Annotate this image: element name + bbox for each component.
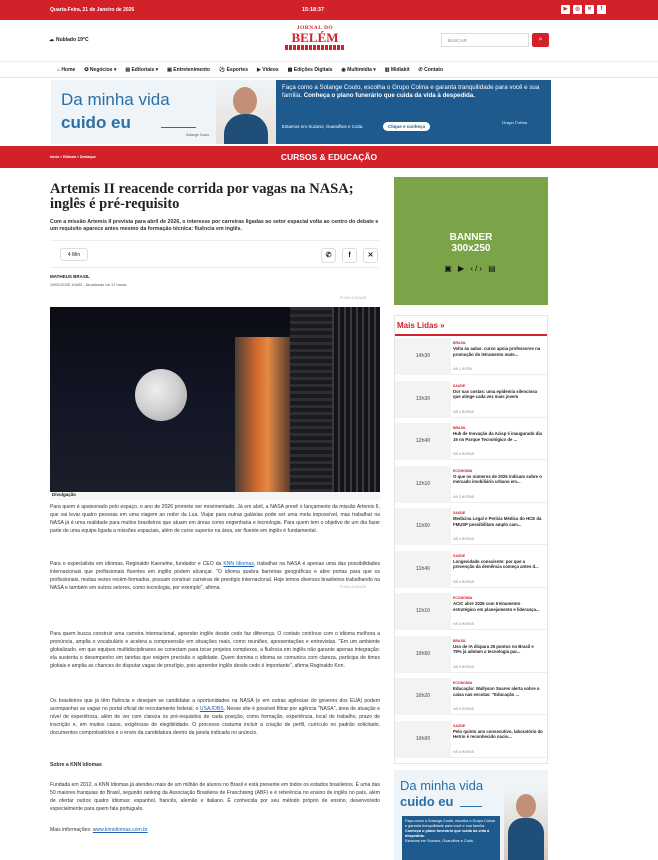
mais-lidas-item[interactable] (395, 508, 547, 545)
item-category: ECONOMIA (453, 468, 473, 473)
media-icons: ▣ ▶ ‹/› ▤ (444, 264, 498, 273)
nav-edicoes[interactable]: ▦ Edições Digitais (287, 66, 333, 73)
cloud-icon: ☁ (49, 37, 54, 43)
item-title[interactable]: Pelo quinto ano consecutivo, laboratório do Hetrin é reconhecido nacio... (453, 728, 543, 739)
ad-signature: Solange Couto (186, 133, 210, 137)
item-age: HÁ 5 HORAS (453, 707, 475, 711)
article-paragraph-6: Mais informações: www.knnidiomas.com.br (50, 827, 148, 833)
top-bar (0, 0, 658, 20)
item-title[interactable]: Longevidade consciente: por que a prevenção da demência começa antes d... (453, 558, 539, 569)
item-category: BRASIL (453, 426, 467, 430)
side-ad-headline-2: cuido eu (400, 794, 454, 809)
item-title[interactable]: Hub de Inovação da Acisp é inaugurado dia 19 no Parque Tecnológico de ... (453, 431, 542, 442)
item-title[interactable]: Dor nas costas: uma epidemia silenciosa que atinge cada vez mais jovem (453, 388, 538, 399)
current-date: Quarta-Feira, 21 de Janeiro de 2026 (50, 7, 135, 13)
item-age: HÁ 4 HORAS (453, 537, 475, 541)
moon-image (135, 369, 187, 421)
item-category: BRASIL (453, 341, 467, 345)
ad-text: Faça como a Solange Couto, escolha o Grupo Colina e garanta tranquilidade para você e sua família. Conheça o plano funerário que cuida da vida à despedida. (282, 84, 540, 99)
breadcrumb[interactable]: Início » Editoria » Destaque (50, 155, 96, 159)
article-date: 19/01/2026 10h53 - Atualizado há 17 horas (50, 282, 127, 287)
item-category: ECONOMIA (453, 681, 473, 685)
item-age: HÁ 5 HORAS (453, 749, 475, 754)
nav-esportes[interactable]: ⚽ Esportes (218, 66, 248, 73)
nav-entretenimento[interactable]: ▣ Entretenimento (167, 66, 210, 73)
item-category: ECONOMIA (453, 596, 473, 600)
item-time: 11h40 (395, 551, 451, 588)
whatsapp-share-icon[interactable]: ✆ (321, 248, 336, 263)
search-icon: ⌕ (538, 36, 543, 43)
item-time: 12h10 (395, 466, 451, 503)
ad-left-panel (51, 80, 226, 144)
nav-home[interactable]: ⌂ Home (57, 66, 76, 73)
nav-editoriais[interactable]: ▤ Editoriais ▾ (125, 66, 159, 73)
article-title: Artemis II reacende corrida por vagas na NASA; inglês é pré-requisito (50, 181, 354, 212)
rocket-image (235, 337, 290, 492)
mais-lidas-item[interactable] (395, 423, 547, 460)
about-heading: Sobre a KNN Idiomas (50, 762, 102, 768)
ad-brand-logo: Grupo Colina (502, 120, 528, 125)
item-category: SAÚDE (453, 383, 466, 388)
article-meta-row (50, 240, 380, 268)
current-time: 15:18:37 (302, 7, 325, 13)
mais-lidas-item[interactable] (395, 721, 547, 758)
item-title[interactable]: ACIC abre 2026 com treinamento estratégico em planejamento e liderança... (453, 601, 540, 612)
ad-locations: Estamos em Suzano, Guarulhos e Cotia. (282, 124, 364, 129)
site-header (0, 20, 658, 62)
mais-lidas-header[interactable]: Mais Lidas » (395, 316, 547, 336)
item-time: 13h30 (395, 381, 451, 418)
launch-tower-detail (332, 307, 380, 492)
article-photo (50, 307, 380, 492)
item-title[interactable]: O que os números de 2025 indicam sobre o mercado imobiliário urbano em... (453, 473, 542, 484)
instagram-icon[interactable]: ◎ (573, 5, 582, 14)
x-share-icon[interactable]: ✕ (363, 248, 378, 263)
ad-headline-2: cuido eu (61, 113, 131, 132)
item-category: SAÚDE (453, 723, 466, 728)
article-author[interactable]: MATHEUS BRASIL (50, 274, 90, 279)
social-links (561, 5, 606, 14)
ad-underline (161, 127, 196, 128)
facebook-icon[interactable]: f (597, 5, 606, 14)
mais-lidas-item[interactable] (395, 593, 547, 630)
mais-lidas-item[interactable] (395, 636, 547, 673)
nav-midiakit[interactable]: ▥ Midiakit (384, 66, 410, 73)
item-time: 10h20 (395, 678, 451, 715)
side-ad-person-image (504, 788, 548, 860)
weather-text: Nublado 19°C (56, 37, 89, 43)
side-ad-headline-1: Da minha vida (400, 778, 484, 793)
knn-link[interactable]: KNN Idiomas (223, 561, 254, 567)
usajobs-link[interactable]: USAJOBS (199, 706, 224, 712)
mais-lidas-item[interactable] (395, 678, 547, 715)
nav-videos[interactable]: ▶ Vídeos (257, 66, 279, 73)
item-time: 12h40 (395, 423, 451, 460)
twitter-icon[interactable]: ✕ (585, 5, 594, 14)
article-subtitle: Com a missão Artemis II prevista para abril de 2026, o interesse por carreiras ligadas ao setor espacial volta ao centro do debate e um requisito aparece antes mesmo da formação técnica: fluência em inglês. (50, 219, 379, 232)
site-logo[interactable] (285, 25, 345, 55)
ad-person-image (216, 80, 276, 144)
knn-site-link[interactable]: www.knnidiomas.com.br (92, 827, 148, 833)
item-time: 14h30 (395, 338, 451, 375)
nav-negocios[interactable]: ✪ Negócios ▾ (84, 66, 117, 73)
section-bar (0, 146, 658, 168)
banner-label: BANNER (449, 232, 493, 243)
logo-top-text: JORNAL DO (296, 25, 334, 31)
main-nav (0, 62, 658, 78)
nav-multimidia[interactable]: ◉ Multimídia ▾ (341, 66, 376, 73)
mais-lidas-item[interactable] (395, 338, 547, 375)
article-paragraph-4: Os brasileiros que já têm fluência e desejam se candidatar a oportunidades na NASA (e em outras agências do governo dos EUA) podem acompanhar as vagas no portal oficial de recrutamento federal, o USAJOBS. Nesse site é possível filtrar por agência "NASA", área de atuação e nível de experiência, além de ver com clareza os pré-requisitos de cada posição, como formação, experiência, local de trabalho, prazo de inscrição e, em muitos casos, exigências de elegibilidade. O processo costuma incluir a criação de perfil, currículo no padrão solicitado, documentos comprobatórios e o envio da candidatura dentro da janela indicada no anúncio. (50, 698, 381, 736)
ad-headline-1: Da minha vida (61, 90, 170, 109)
top-ad-banner[interactable] (51, 80, 551, 144)
logo-stripe (285, 45, 345, 50)
banner-size: 300x250 (451, 243, 491, 254)
item-category: BRASIL (453, 638, 467, 643)
item-time: 11h10 (395, 593, 451, 630)
mais-lidas-item[interactable] (395, 551, 547, 588)
section-title: CURSOS & EDUCAÇÃO (280, 152, 378, 162)
item-age: HÁ 4 HORAS (453, 622, 475, 626)
logo-main-text: BELÉM (291, 30, 339, 45)
article-paragraph-1: Para quem é apaixonado pelo espaço, o ano de 2026 promete ser movimentado. Já em abril, a NASA prevê o lançamento da missão Artemis II, que vai levar quatro pessoas em uma viagem ao redor da Lua. Viajar para outras galáxias pode ser uma meta impossível, mas trabalhar na NASA já é uma realidade para muitos brasileiros que atuam em áreas como engenharia e tecnologia. Para quem tem o objetivo de um dia fazer parte de uma equipe ligada a missões espaciais, além de curso superior na área, ser fluente em inglês é fundamental. (50, 504, 380, 534)
weather-widget (49, 37, 89, 43)
ad-cta-button[interactable]: Clique e conheça (383, 122, 430, 131)
item-age: HÁ 4 HORAS (453, 579, 475, 584)
mais-lidas-item[interactable] (395, 381, 547, 418)
mais-lidas-item[interactable] (395, 466, 547, 503)
publicidade-label: PUBLICIDADE (340, 296, 367, 300)
search-button[interactable] (532, 33, 549, 47)
item-age: HÁ 5 HORAS (453, 664, 475, 669)
facebook-share-icon[interactable]: f (342, 248, 357, 263)
side-ad-underline (460, 806, 482, 807)
article-paragraph-2: Para o especialista em idiomas, Reginaldo Kaenelne, fundador e CEO da KNN Idiomas, trabalhar na NASA é apenas uma das possibilidades internacionais que profissionais fluentes em inglês podem alcançar. "O idioma quebra barreiras geográficas e abre portas para que os profissionais, muitas vezes recém-formados, possam construir carreiras de prestígio internacional. Hoje temos diversos brasileiros trabalhando na NASA e também em outros setores, como tecnologia, por exemplo", afirma. (50, 561, 380, 591)
item-age: HÁ 2 HORAS (453, 409, 475, 414)
item-age: HÁ 3 HORAS (453, 494, 475, 499)
item-title[interactable]: Volta às aulas: curso apoia professores na promoção do letramento mate... (453, 346, 541, 357)
item-age: HÁ 1 HORA (453, 367, 472, 371)
item-age: HÁ 3 HORAS (453, 452, 475, 456)
side-ad-text: Faça como a Solange Couto, escolha o Grupo Colina e garanta tranquilidade para você e sua família. Conheça o plano funerário que cuida da vida à despedida. Estamos em Suzano, Guarulhos e Cotia. (402, 816, 500, 860)
article-paragraph-5: Fundada em 2012, a KNN Idiomas já atendeu mais de um milhão de alunos no Brasil e está presente em todos os estados brasileiros. É uma das 50 maiores franquias do Brasil, segundo ranking da Associação Brasileira de Franchising (ABF) e é referência no ensino de inglês no país, além de ofertar outros quatro idiomas: espanhol, francês, alemão e italiano. É conhecida por seu método próprio de ensino, desenvolvido especialmente para quem fala português. (50, 782, 380, 812)
banner-placeholder[interactable] (394, 177, 548, 305)
item-title[interactable]: Educação: Wallyson Soares alerta sobre o caixa nas escolas: "Educação ... (453, 686, 540, 697)
mais-lidas-widget (394, 315, 548, 764)
item-time: 10h50 (395, 636, 451, 673)
article-paragraph-3: Para quem busca construir uma carreira internacional, aprender inglês desde cedo faz diferença. O contato contínuo com o idioma melhora a pronúncia, amplia o vocabulário e acelera a compreensão em situações reais, como reuniões, apresentações e entrevistas. "Em um ambiente globalizado, em que equipes multidisciplinares se conectam para tocar projetos complexos, a fluência em inglês não garante apenas integração: ela sustenta o desempenho em tarefas que exigem precisão e agilidade. Quem domina o idioma se comunica com clareza, participa de times globais e amplia as chances de disputar vagas de prestígio, pois aprender inglês desde cedo é importante", afirma Reginaldo Knn. (50, 631, 380, 669)
photo-caption: Divulgação (50, 492, 380, 500)
youtube-icon[interactable]: ▶ (561, 5, 570, 14)
item-category: SAÚDE (453, 511, 466, 515)
item-category: SAÚDE (453, 553, 466, 558)
read-time: 4 Min (60, 248, 88, 261)
side-ad-banner[interactable] (394, 770, 548, 860)
nav-contato[interactable]: ✆ Contato (418, 66, 444, 73)
item-title[interactable]: Uso de IA dispara 25 pontos no Brasil e 79% já adotam a tecnologia par... (453, 643, 534, 654)
item-time: 11h50 (395, 508, 451, 545)
publicidade-label-2: PUBLICIDADE (340, 585, 367, 589)
item-time: 10h00 (395, 721, 451, 758)
search-input[interactable]: BUSCAR (441, 33, 529, 47)
item-title[interactable]: Medicina Legal e Perícia Médica do HCE da FMUSP possibilitam amplo cam... (453, 516, 542, 527)
